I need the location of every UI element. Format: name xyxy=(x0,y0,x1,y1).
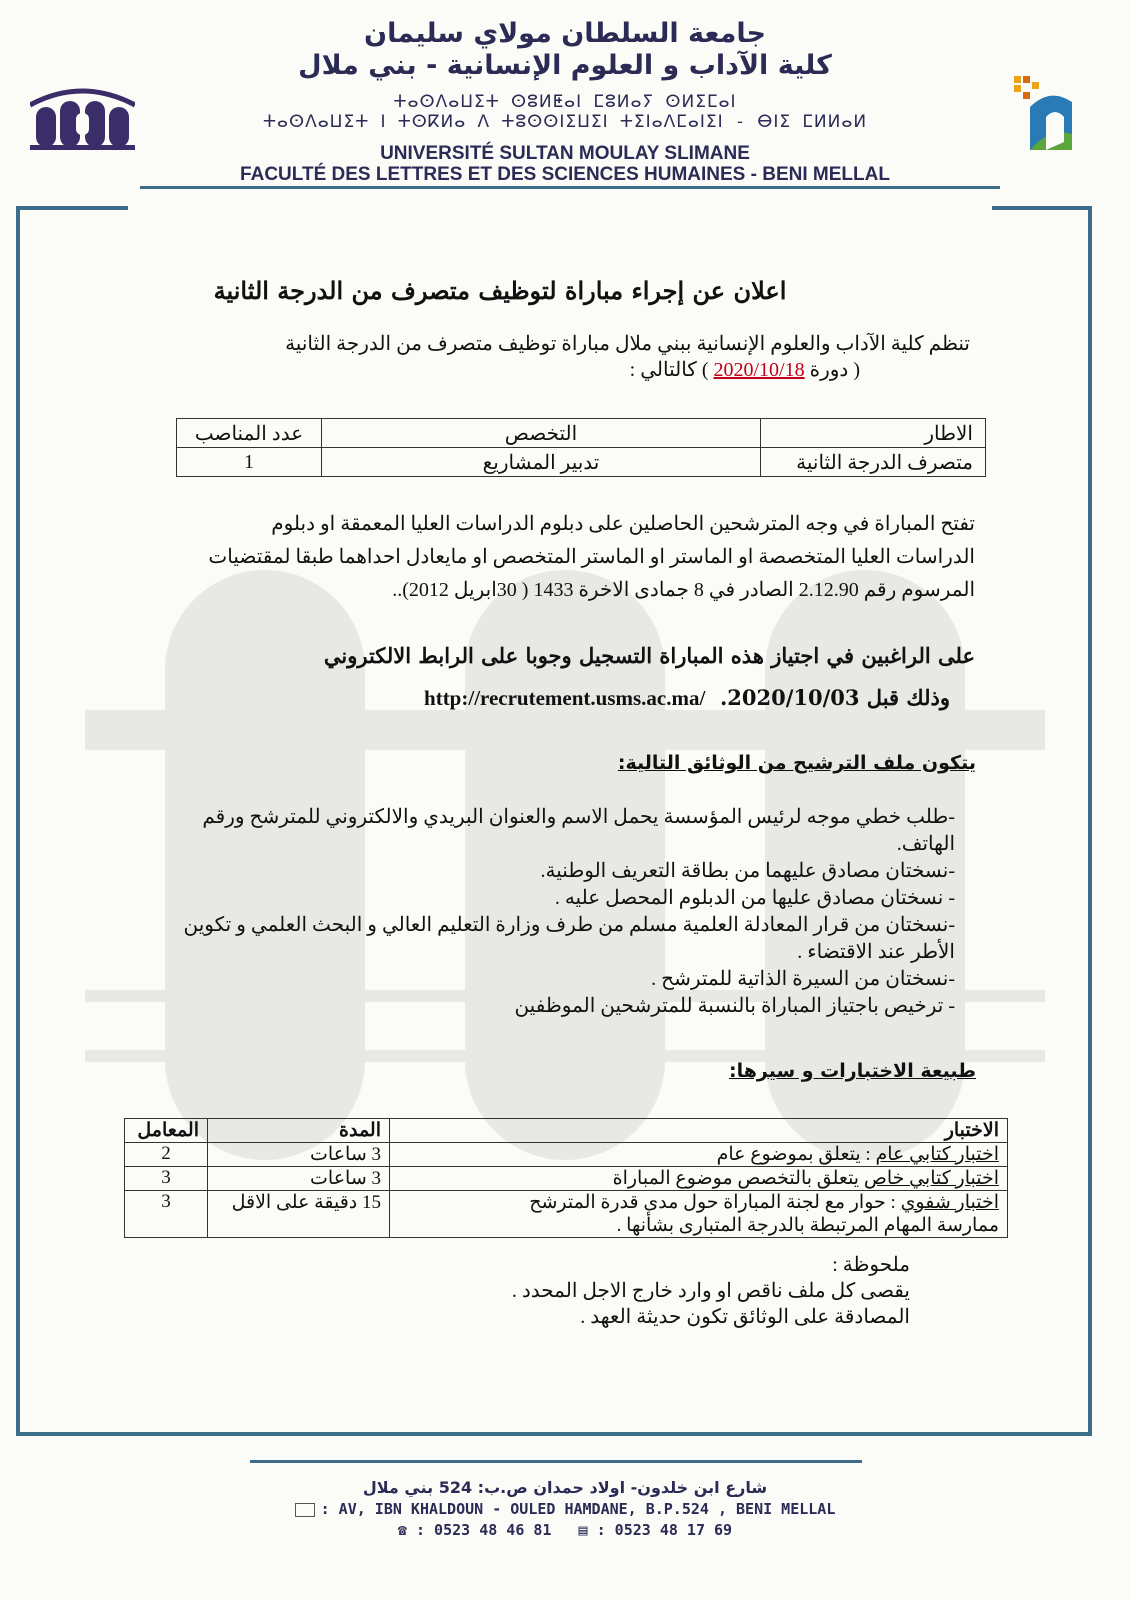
registration-line-2 xyxy=(130,685,950,711)
university-name-fr: UNIVERSITÉ SULTAN MOULAY SLIMANE xyxy=(380,143,750,164)
table-row xyxy=(177,448,986,477)
table-row xyxy=(125,1143,1008,1167)
exam-coefficient: 2 xyxy=(125,1143,208,1167)
header-positions-count: عدد المناصب xyxy=(177,419,322,448)
footer-address-ar: شارع ابن خلدون- اولاد حمدان ص.ب: 524 بني ملال xyxy=(362,1478,768,1497)
session-date: 2020/10/18 xyxy=(713,359,805,381)
table-header-row xyxy=(125,1119,1008,1143)
header-coefficient: المعامل xyxy=(125,1119,208,1143)
exam-name: اختبار شفوي xyxy=(900,1192,999,1213)
exams-table xyxy=(124,1118,1008,1238)
registration-deadline: وذلك قبل 2020/10/03. xyxy=(719,685,950,710)
phone-number: : 0523 48 46 81 xyxy=(415,1521,552,1539)
exam-duration: 3 ساعات xyxy=(208,1143,390,1167)
registration-line-1: على الراغبين في اجتياز هذه المباراة التسجيل وجوبا على الرابط الالكتروني xyxy=(323,643,975,668)
exam-coefficient: 3 xyxy=(125,1191,208,1238)
documents-heading: يتكون ملف الترشيح من الوثائق التالية: xyxy=(617,752,976,774)
table-header-row xyxy=(177,419,986,448)
header-duration: المدة xyxy=(208,1119,390,1143)
intro-session-prefix: ( دورة xyxy=(804,359,860,381)
frame-bottom xyxy=(16,1432,1092,1436)
list-item: الهاتف. xyxy=(896,833,955,855)
announcement-title: اعلان عن إجراء مباراة لتوظيف متصرف من الدرجة الثانية xyxy=(213,276,787,305)
cell-cadre: متصرف الدرجة الثانية xyxy=(761,448,986,477)
exam-cell xyxy=(390,1143,1008,1167)
exam-name: اختبار كتابي عام xyxy=(875,1144,999,1165)
notes-line-1: يقصى كل ملف ناقص او وارد خارج الاجل المحدد . xyxy=(511,1280,910,1302)
frame-top-left xyxy=(16,206,128,210)
exam-cell xyxy=(390,1191,1008,1238)
fax-icon: ▤ xyxy=(578,1521,588,1539)
university-name-tifinagh: ⵜⴰⵙⴷⴰⵡⵉⵜ ⵙⵓⵍⵟⴰⵏ ⵎⵓⵍⴰⵢ ⵙⵍⵉⵎⴰⵏ xyxy=(393,92,737,112)
list-item: - نسختان مصادق عليها من الدبلوم المحصل عليه . xyxy=(554,887,955,909)
frame-left xyxy=(16,206,20,1436)
positions-table xyxy=(176,418,986,477)
list-item: -طلب خطي موجه لرئيس المؤسسة يحمل الاسم والعنوان البريدي والالكتروني للمترشح ورقم xyxy=(202,806,955,828)
faculty-name-fr: FACULTÉ DES LETTRES ET DES SCIENCES HUMAINES - BENI MELLAL xyxy=(240,164,890,185)
frame-right xyxy=(1088,206,1092,1436)
notes-heading: ملحوظة : xyxy=(832,1254,910,1276)
exam-cell xyxy=(390,1167,1008,1191)
footer-address-fr xyxy=(0,1500,1130,1518)
faculty-name-tifinagh: ⵜⴰⵙⴷⴰⵡⵉⵜ ⵏ ⵜⵙⴽⵍⴰ ⴷ ⵜⵓⵙⵙⵏⵉⵡⵉⵏ ⵜⵉⵏⴰⴷⵎⴰⵏⵉⵏ - ⴱⵏⵉ ⵎⵍⵍⴰⵍ xyxy=(262,112,868,132)
eligibility-line-1: تفتح المباراة في وجه المترشحين الحاصلين على دبلوم الدراسات العليا المعمقة او دبلوم xyxy=(271,513,975,535)
frame-top-right xyxy=(992,206,1092,210)
header-exam: الاختبار xyxy=(390,1119,1008,1143)
intro-line-2 xyxy=(300,354,860,387)
list-item: - ترخيص باجتياز المباراة بالنسبة للمترشحين الموظفين xyxy=(514,995,955,1017)
phone-icon: ☎ xyxy=(397,1521,407,1539)
notes-line-2: المصادقة على الوثائق تكون حديثة العهد . xyxy=(580,1306,910,1328)
eligibility-line-2: الدراسات العليا المتخصصة او الماستر او الماستر المتخصص او مايعادل احداهما طبقا لمقتضيات xyxy=(208,546,975,568)
table-row xyxy=(125,1167,1008,1191)
intro-session-suffix: ) كالتالي : xyxy=(629,359,714,381)
university-name-ar: جامعة السلطان مولاي سليمان xyxy=(364,18,766,49)
list-item: -نسختان من السيرة الذاتية للمترشح . xyxy=(651,968,955,990)
mail-icon xyxy=(295,1503,315,1517)
exam-desc: يتعلق بالتخصص موضوع المباراة xyxy=(612,1168,864,1189)
faculty-name-ar: كلية الآداب و العلوم الإنسانية - بني ملال xyxy=(298,50,832,81)
cell-specialty: تدبير المشاريع xyxy=(322,448,761,477)
exam-name: اختبار كتابي خاص xyxy=(863,1168,999,1189)
list-item: الأطر عند الاقتضاء . xyxy=(797,941,955,963)
exam-duration: 15 دقيقة على الاقل xyxy=(208,1191,390,1238)
cell-positions-count: 1 xyxy=(177,448,322,477)
footer-address-fr-text: : AV, IBN KHALDOUN - OULED HAMDANE, B.P.524 , BENI MELLAL xyxy=(320,1500,836,1518)
table-row xyxy=(125,1191,1008,1238)
list-item: -نسختان من قرار المعادلة العلمية مسلم من طرف وزارة التعليم العالي و البحث العلمي و تكوين xyxy=(183,914,955,936)
eligibility-line-3: المرسوم رقم 2.12.90 الصادر في 8 جمادى الاخرة 1433 ( 30ابريل 2012).. xyxy=(392,579,975,601)
fax-number: : 0523 48 17 69 xyxy=(596,1521,733,1539)
footer-topline xyxy=(250,1460,862,1463)
documents-list xyxy=(130,804,955,1020)
header-underline xyxy=(140,186,1000,189)
registration-link[interactable]: http://recrutement.usms.ac.ma/ xyxy=(424,686,706,710)
exam-duration: 3 ساعات xyxy=(208,1167,390,1191)
list-item: -نسختان مصادق عليهما من بطاقة التعريف الوطنية. xyxy=(540,860,955,882)
exam-coefficient: 3 xyxy=(125,1167,208,1191)
exam-desc: : يتعلق بموضوع عام xyxy=(716,1144,876,1165)
header-cadre: الاطار xyxy=(761,419,986,448)
footer-phones xyxy=(0,1521,1130,1539)
exam-desc: : حوار مع لجنة المباراة حول مدى قدرة المترشح xyxy=(529,1192,901,1213)
exam-desc-continued: ممارسة المهام المرتبطة بالدرجة المتبارى بشأنها . xyxy=(616,1215,999,1236)
header-specialty: التخصص xyxy=(322,419,761,448)
intro-line-1: تنظم كلية الآداب والعلوم الإنسانية ببني ملال مباراة توظيف متصرف من الدرجة الثانية xyxy=(285,333,970,355)
exams-heading: طبيعة الاختبارات و سيرها: xyxy=(728,1060,976,1082)
